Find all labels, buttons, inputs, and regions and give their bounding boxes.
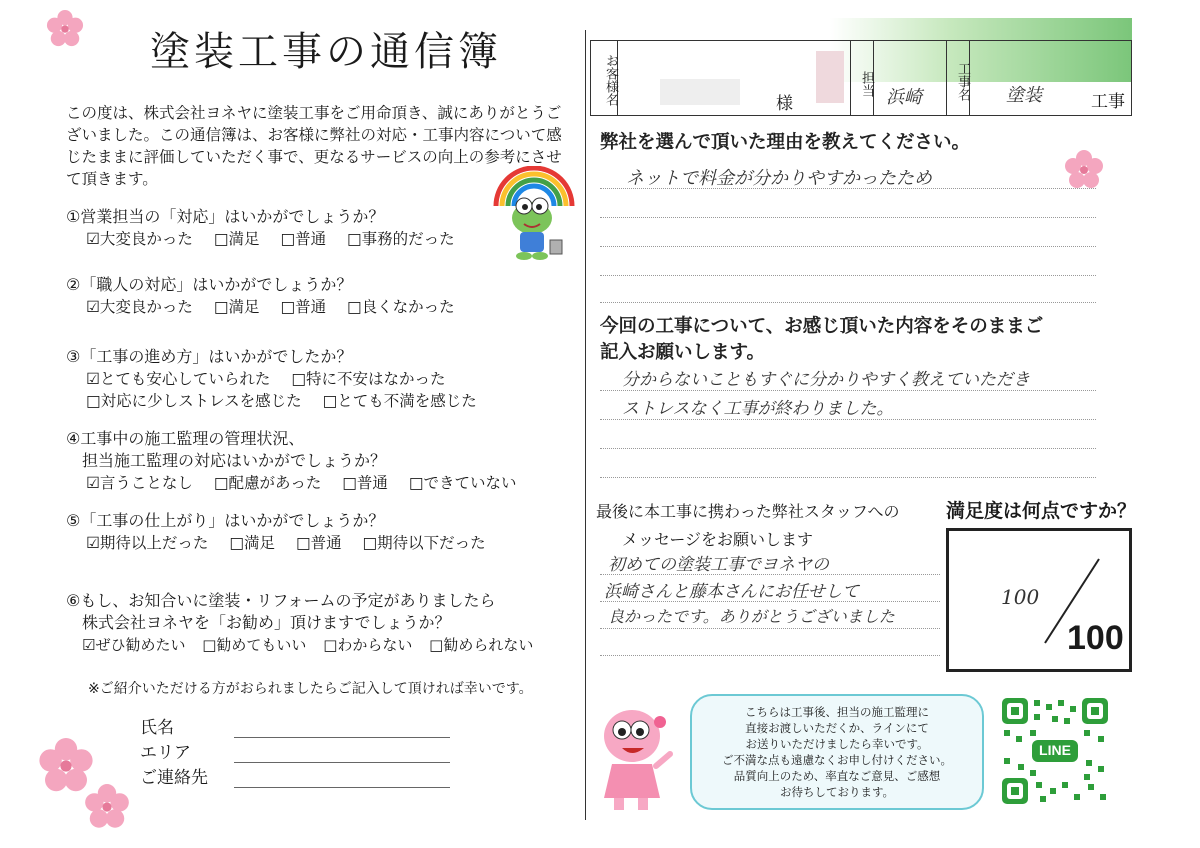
question-text: ④工事中の施工監理の管理状況、 xyxy=(66,429,305,448)
score-box[interactable] xyxy=(946,528,1132,672)
bubble-line: こちらは工事後、担当の施工監理に xyxy=(745,705,929,719)
option-checkbox[interactable]: □満足 xyxy=(213,230,260,248)
option-checkbox[interactable]: ☑言うことなし xyxy=(86,474,193,492)
area-field[interactable] xyxy=(234,748,450,763)
question-4 xyxy=(66,428,533,494)
referral-label-name: 氏名 xyxy=(140,718,174,738)
referral-note: ※ご紹介いただける方がおられましたらご記入して頂ければ幸いです。 xyxy=(88,681,533,697)
girl-mascot-icon xyxy=(594,694,676,814)
option-checkbox[interactable]: □普通 xyxy=(342,474,388,492)
work-suffix: 工事 xyxy=(1091,92,1125,112)
referral-label-area: エリア xyxy=(140,743,191,763)
section3-answer-area[interactable] xyxy=(600,548,940,656)
option-checkbox[interactable]: ☑大変良かった xyxy=(86,230,193,248)
customer-label: お客様名 xyxy=(591,41,618,115)
section3-answer-line2: 浜崎さんと藤本さんにお任せして xyxy=(604,582,859,602)
option-checkbox[interactable]: □満足 xyxy=(229,534,275,552)
page-title: 塗装工事の通信簿 xyxy=(150,29,502,75)
section3-heading-line1: 最後に本工事に携わった弊社スタッフへの xyxy=(596,502,900,521)
option-checkbox[interactable]: □わからない xyxy=(323,636,413,654)
section1-answer-area[interactable] xyxy=(600,160,1096,303)
section2-answer-line1: 分からないこともすぐに分かりやすく教えていただき xyxy=(622,370,1030,390)
question-text: ⑤「工事の仕上がり」はいかがでしょうか？ xyxy=(66,511,385,530)
staff-value: 浜崎 xyxy=(886,87,922,108)
frog-mascot-icon xyxy=(488,166,580,262)
work-value: 塗装 xyxy=(1006,85,1042,106)
option-checkbox[interactable]: □できていない xyxy=(408,474,517,492)
staff-label: 担当 xyxy=(851,41,874,115)
option-checkbox[interactable]: ☑ぜひ勧めたい xyxy=(82,636,186,654)
bubble-line: ご不満な点も遠慮なくお申し付けください。 xyxy=(722,753,952,767)
staff-field[interactable] xyxy=(874,41,947,115)
line-label: LINE xyxy=(1039,742,1071,758)
section2-heading-line2: 記入お願いします。 xyxy=(600,342,766,363)
bubble-line: お送りいただけましたら幸いです。 xyxy=(745,737,929,751)
option-checkbox[interactable]: □勧めてもいい xyxy=(202,636,307,654)
option-checkbox[interactable]: □とても不満を感じた xyxy=(322,392,477,410)
option-checkbox[interactable]: □期待以下だった xyxy=(362,534,486,552)
option-checkbox[interactable]: ☑大変良かった xyxy=(86,298,193,316)
redacted-seal xyxy=(816,51,844,103)
question-text: ⑥もし、お知合いに塗装・リフォームの予定がありましたら xyxy=(66,591,496,610)
option-checkbox[interactable]: □勧められない xyxy=(429,636,534,654)
work-label: 工事名 xyxy=(947,41,970,115)
instruction-bubble xyxy=(690,694,984,810)
question-3 xyxy=(66,346,493,412)
bubble-line: お待ちしております。 xyxy=(779,785,895,799)
question-text: ②「職人の対応」はいかがでしょうか？ xyxy=(66,275,353,294)
cherry-blossom-icon xyxy=(46,10,84,48)
score-heading: 満足度は何点ですか？ xyxy=(946,500,1137,522)
option-checkbox[interactable]: ☑とても安心していられた xyxy=(86,370,271,388)
cherry-blossom-icon xyxy=(84,784,130,830)
question-text: 株式会社ヨネヤを「お勧め」頂けますでしょうか？ xyxy=(82,613,451,632)
section2-heading-line1: 今回の工事について、お感じ頂いた内容をそのままご xyxy=(600,316,1044,337)
option-checkbox[interactable]: □普通 xyxy=(280,298,327,316)
section2-heading xyxy=(600,314,1043,366)
line-qr-code[interactable] xyxy=(1000,696,1110,806)
question-text: ③「工事の進め方」はいかがでしたか？ xyxy=(66,347,353,366)
section1-answer: ネットで料金が分かりやすかったため xyxy=(626,168,932,189)
section3-heading xyxy=(596,498,900,554)
name-field[interactable] xyxy=(234,723,450,738)
bubble-line: 直接お渡しいただくか、ラインにて xyxy=(745,721,929,735)
section3-heading-line2: メッセージをお願いします xyxy=(622,530,814,549)
section1-heading: 弊社を選んで頂いた理由を教えてください。 xyxy=(600,132,971,153)
question-text: 担当施工監理の対応はいかがでしょうか？ xyxy=(82,451,387,470)
option-checkbox[interactable]: ☑期待以上だった xyxy=(86,534,209,552)
score-max: 100 xyxy=(1067,619,1124,657)
question-1 xyxy=(66,206,471,250)
option-checkbox[interactable]: □普通 xyxy=(280,230,327,248)
referral-label-contact: ご連絡先 xyxy=(140,768,208,788)
section2-answer-line2: ストレスなく工事が終わりました。 xyxy=(622,399,894,419)
redacted-name xyxy=(660,79,740,105)
section3-answer-line1: 初めての塗装工事でヨネヤの xyxy=(608,555,829,575)
section3-answer-line3: 良かったです。ありがとうございました xyxy=(608,607,895,626)
customer-header xyxy=(590,40,1132,116)
option-checkbox[interactable]: □配慮があった xyxy=(213,474,322,492)
customer-name-field[interactable] xyxy=(618,41,851,115)
section2-answer-area[interactable] xyxy=(600,362,1096,478)
bubble-line: 品質向上のため、率直なご意見、ご感想 xyxy=(733,769,941,783)
center-divider xyxy=(585,30,586,820)
intro-text: この度は、株式会社ヨネヤに塗装工事をご用命頂き、誠にありがとうございました。この通信簿は、お客様に弊社の対応・工事内容について感じたままに評価していただく事で、更なるサービスの向上の参考にさせて頂きます。 xyxy=(66,104,562,188)
contact-field[interactable] xyxy=(234,773,450,788)
option-checkbox[interactable]: □対応に少しストレスを感じた xyxy=(86,392,302,410)
option-checkbox[interactable]: □特に不安はなかった xyxy=(291,370,446,388)
customer-suffix: 様 xyxy=(776,94,793,114)
question-text: ①営業担当の「対応」はいかがでしょうか？ xyxy=(66,207,385,226)
score-value: 100 xyxy=(1001,585,1040,609)
work-field[interactable] xyxy=(970,41,1131,115)
question-2 xyxy=(66,274,471,318)
question-5 xyxy=(66,510,502,554)
option-checkbox[interactable]: □満足 xyxy=(213,298,260,316)
question-6 xyxy=(66,590,533,656)
option-checkbox[interactable]: □良くなかった xyxy=(347,298,455,316)
option-checkbox[interactable]: □事務的だった xyxy=(347,230,455,248)
option-checkbox[interactable]: □普通 xyxy=(295,534,342,552)
